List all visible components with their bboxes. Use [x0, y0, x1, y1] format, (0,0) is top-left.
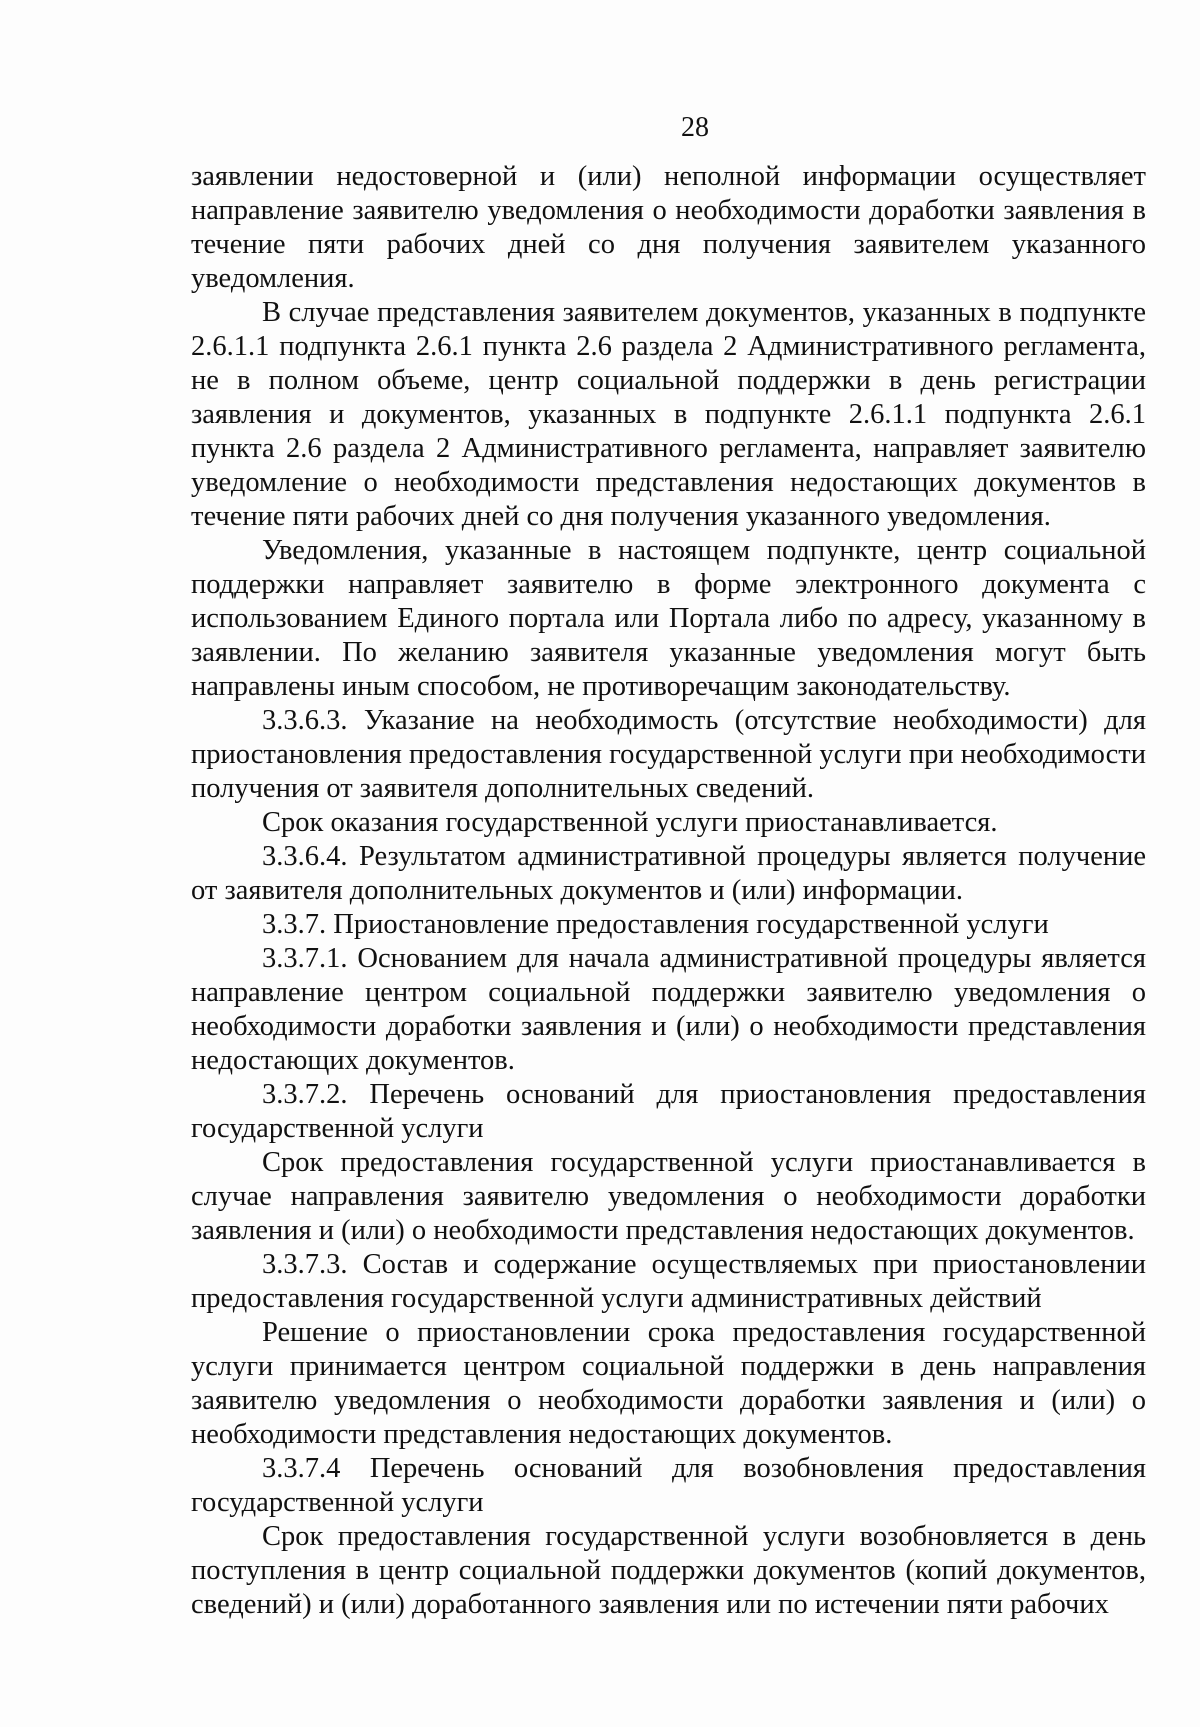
paragraph: 3.3.6.4. Результатом административной процедуры является получение от заявителя дополнительных документов и (или) информации.	[191, 841, 1146, 906]
section-heading: 3.3.7. Приостановление предоставления государственной услуги	[262, 909, 1049, 940]
paragraph: Решение о приостановлении срока предоставления государственной услуги принимается центром социальной поддержки в день направления заявителю уведомления о необходимости доработки заявления и (или) о необходимости представления недостающих документов.	[191, 1317, 1146, 1450]
paragraph: заявлении недостоверной и (или) неполной информации осуществляет направление заявителю уведомления о необходимости доработки заявления в течение пяти рабочих дней со дня получения заявителем указанного уведомления.	[191, 161, 1146, 294]
paragraph: 3.3.7.2. Перечень оснований для приостановления предоставления государственной услуги	[191, 1079, 1146, 1144]
document-body	[191, 160, 1146, 1622]
paragraph: В случае представления заявителем документов, указанных в подпункте 2.6.1.1 подпункта 2.6.1 пункта 2.6 раздела 2 Административного регламента, не в полном объеме, центр социальной поддержки в день регистрации заявления и документов, указанных в подпункте 2.6.1.1 подпункта 2.6.1 пункта 2.6 раздела 2 Административного регламента, направляет заявителю уведомление о необходимости представления недостающих документов в течение пяти рабочих дней со дня получения указанного уведомления.	[191, 297, 1146, 532]
paragraph: Срок оказания государственной услуги приостанавливается.	[262, 807, 998, 838]
paragraph: Срок предоставления государственной услуги приостанавливается в случае направления заявителю уведомления о необходимости доработки заявления и (или) о необходимости представления недостающих документов.	[191, 1147, 1146, 1246]
paragraph: 3.3.7.3. Состав и содержание осуществляемых при приостановлении предоставления государственной услуги административных действий	[191, 1249, 1146, 1314]
paragraph: Срок предоставления государственной услуги возобновляется в день поступления в центр социальной поддержки документов (копий документов, сведений) и (или) доработанного заявления или по истечении пяти рабочих	[191, 1521, 1146, 1620]
paragraph: 3.3.6.3. Указание на необходимость (отсутствие необходимости) для приостановления предоставления государственной услуги при необходимости получения от заявителя дополнительных сведений.	[191, 705, 1146, 804]
paragraph: 3.3.7.1. Основанием для начала административной процедуры является направление центром социальной поддержки заявителю уведомления о необходимости доработки заявления и (или) о необходимости представления недостающих документов.	[191, 943, 1146, 1076]
page-number: 28	[681, 112, 709, 143]
paragraph: Уведомления, указанные в настоящем подпункте, центр социальной поддержки направляет заявителю в форме электронного документа с использованием Единого портала или Портала либо по адресу, указанному в заявлении. По желанию заявителя указанные уведомления могут быть направлены иным способом, не противоречащим законодательству.	[191, 535, 1146, 702]
paragraph: 3.3.7.4 Перечень оснований для возобновления предоставления государственной услуги	[191, 1453, 1146, 1518]
